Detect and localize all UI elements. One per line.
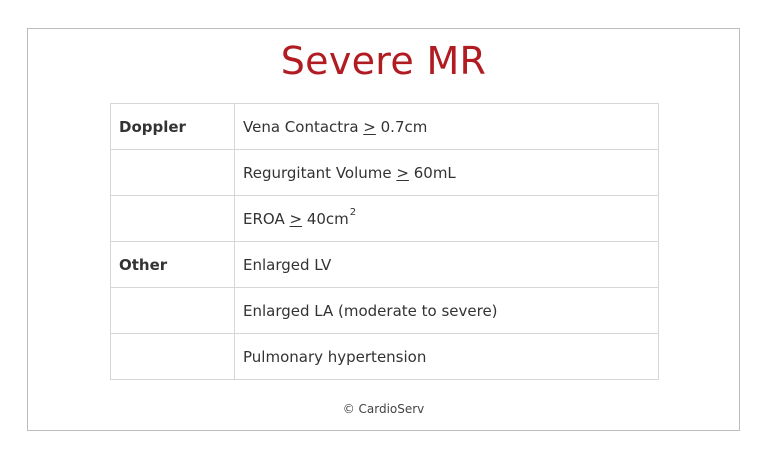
category-cell [111,196,235,242]
criterion-value: 0.7cm [375,117,428,136]
criterion-value: 40cm [302,209,349,228]
criterion-cell: Enlarged LV [235,242,659,288]
table-row [111,150,659,196]
criterion-cell [235,104,659,150]
superscript-exponent: 2 [349,206,357,218]
greater-equal-symbol: > [289,209,303,228]
criterion-cell: Enlarged LA (moderate to severe) [235,288,659,334]
slide-frame [27,28,740,431]
criterion-value: 60mL [408,163,456,182]
criterion-cell [235,196,659,242]
category-cell [111,150,235,196]
criterion-text: EROA [243,209,290,228]
criterion-text: Regurgitant Volume [243,163,397,182]
copyright-footer: © CardioServ [342,402,425,416]
table-row [111,242,659,288]
table-row [111,104,659,150]
page-title: Severe MR [280,39,487,83]
table-row [111,334,659,380]
table-row [111,196,659,242]
category-cell [111,334,235,380]
criteria-table [110,103,659,380]
criterion-text: Vena Contactra [243,117,364,136]
criterion-cell [235,150,659,196]
category-cell: Doppler [111,104,235,150]
greater-equal-symbol: > [363,117,376,136]
greater-equal-symbol: > [396,163,409,182]
table-row [111,288,659,334]
category-cell: Other [111,242,235,288]
criterion-cell: Pulmonary hypertension [235,334,659,380]
category-cell [111,288,235,334]
